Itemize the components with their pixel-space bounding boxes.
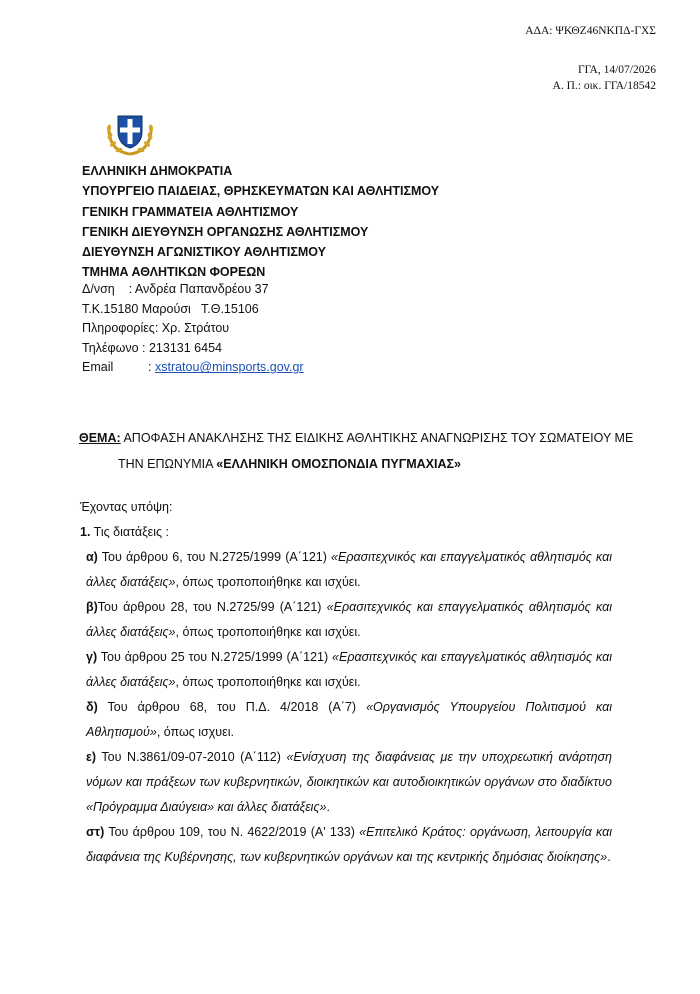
provision-tail: , όπως τροποποιήθηκε και ισχύει. [175, 675, 361, 689]
date-protocol-block [553, 62, 656, 94]
header-line: ΔΙΕΥΘΥΝΣΗ ΑΓΩΝΙΣΤΙΚΟΥ ΑΘΛΗΤΙΣΜΟΥ [82, 245, 326, 260]
provision-label: δ) [86, 700, 98, 714]
provision-title: «Ερασιτεχνικός και επαγγελματικός αθλητισμός και άλλες διατάξεις» [86, 550, 612, 589]
provision-tail: , όπως τροποποιήθηκε και ισχύει. [175, 575, 361, 589]
intro-text: Έχοντας υπόψη: [80, 500, 173, 514]
provision-item [80, 545, 612, 595]
provision-label: β) [86, 600, 98, 614]
subject-line-1 [79, 425, 639, 451]
document-body [80, 495, 612, 870]
provision-label: ε) [86, 750, 97, 764]
provision-item [80, 695, 612, 745]
provision-item [80, 745, 612, 820]
provision-text: Του άρθρου 25 του Ν.2725/1999 (Α΄121) [97, 650, 333, 664]
postal-line: Τ.Κ.15180 Μαρούσι Τ.Θ.15106 [82, 301, 259, 316]
header-line: ΕΛΛΗΝΙΚΗ ΔΗΜΟΚΡΑΤΙΑ [82, 164, 233, 178]
provision-title: «Οργανισμός Υπουργείου Πολιτισμού και Αθλητισμού» [86, 700, 612, 739]
provision-label: α) [86, 550, 98, 564]
email-label: Email [82, 360, 114, 375]
phone-line: Τηλέφωνο : 213131 6454 [82, 340, 222, 355]
provision-title: «Ενίσχυση της διαφάνειας με την υποχρεωτική ανάρτηση νόμων και πράξεων των κυβερνητικών, διοικητικών και αυτοδιοικητικών οργάνων στο διαδίκτυο «Πρόγραμμα Διαύγεια» και άλλες διατάξεις» [86, 750, 612, 814]
provision-tail: . [326, 800, 330, 814]
provision-label: γ) [86, 650, 98, 664]
provision-tail: , όπως τροποποιήθηκε και ισχύει. [175, 625, 361, 639]
provision-label: στ) [86, 825, 105, 839]
provision-title: «Ερασιτεχνικός και επαγγελματικός αθλητισμός και άλλες διατάξεις» [86, 600, 612, 639]
email-link[interactable]: xstratou@minsports.gov.gr [154, 360, 304, 375]
ada-code: ΑΔΑ: ΨΚΘΖ46ΝΚΠΔ-ΓΧΣ [525, 25, 656, 37]
greek-coat-of-arms-icon [104, 106, 156, 158]
protocol-number: Α. Π.: οικ. ΓΓΑ/18542 [552, 80, 656, 92]
info-line: Πληροφορίες: Χρ. Στράτου [82, 321, 230, 336]
header-line: ΓΕΝΙΚΗ ΔΙΕΥΘΥΝΣΗ ΟΡΓΑΝΩΣΗΣ ΑΘΛΗΤΙΣΜΟΥ [82, 224, 369, 239]
point-1 [80, 520, 612, 545]
provision-text: Του άρθρου 109, του Ν. 4622/2019 (Α' 133) [104, 825, 360, 839]
subject-text-1: ΑΠΟΦΑΣΗ ΑΝΑΚΛΗΣΗΣ ΤΗΣ ΕΙΔΙΚΗΣ ΑΘΛΗΤΙΚΗΣ ΑΝΑΓΝΩΡΙΣΗΣ ΤΟΥ ΣΩΜΑΤΕΙΟΥ ΜΕ [120, 431, 634, 445]
point-1-text: Τις διατάξεις : [90, 525, 169, 539]
provision-text: Του άρθρου 6, του Ν.2725/1999 (Α΄121) [97, 550, 332, 564]
place-date: ΓΓΑ, 14/07/2026 [578, 64, 656, 76]
subject-text-2: ΤΗΝ ΕΠΩΝΥΜΙΑ [118, 457, 217, 471]
provision-text: Του άρθρου 28, του Ν.2725/99 (Α΄121) [97, 600, 327, 614]
provision-tail: . [607, 850, 611, 864]
address-line: Δ/νση : Ανδρέα Παπανδρέου 37 [82, 282, 269, 296]
provision-item [80, 820, 612, 870]
subject-block [79, 425, 639, 477]
email-line [82, 358, 304, 378]
email-colon: : [148, 360, 152, 375]
header-line: ΤΜΗΜΑ ΑΘΛΗΤΙΚΩΝ ΦΟΡΕΩΝ [82, 265, 266, 280]
subject-line-2 [79, 451, 639, 477]
provision-tail: , όπως ισχυει. [156, 725, 234, 739]
provision-item [80, 595, 612, 645]
point-1-number: 1. [80, 525, 91, 539]
contact-block [82, 280, 304, 378]
provision-title: «Επιτελικό Κράτος: οργάνωση, λειτουργία και διαφάνεια της Κυβέρνησης, των κυβερνητικών οργάνων και της κεντρικής δημόσιας διοίκησης» [86, 825, 612, 864]
ministry-header [82, 161, 439, 283]
header-line: ΓΕΝΙΚΗ ΓΡΑΜΜΑΤΕΙΑ ΑΘΛΗΤΙΣΜΟΥ [82, 204, 299, 219]
subject-federation-name: «ΕΛΛΗΝΙΚΗ ΟΜΟΣΠΟΝΔΙΑ ΠΥΓΜΑΧΙΑΣ» [216, 457, 461, 471]
subject-label: ΘΕΜΑ: [79, 431, 121, 445]
provision-text: Του Ν.3861/09-07-2010 (Α΄112) [96, 750, 287, 764]
header-line: ΥΠΟΥΡΓΕΙΟ ΠΑΙΔΕΙΑΣ, ΘΡΗΣΚΕΥΜΑΤΩΝ ΚΑΙ ΑΘΛΗΤΙΣΜΟΥ [82, 184, 440, 199]
provision-title: «Ερασιτεχνικός και επαγγελματικός αθλητισμός και άλλες διατάξεις» [86, 650, 612, 689]
provision-text: Του άρθρου 68, του Π.Δ. 4/2018 (Α΄7) [97, 700, 367, 714]
provision-item [80, 645, 612, 695]
